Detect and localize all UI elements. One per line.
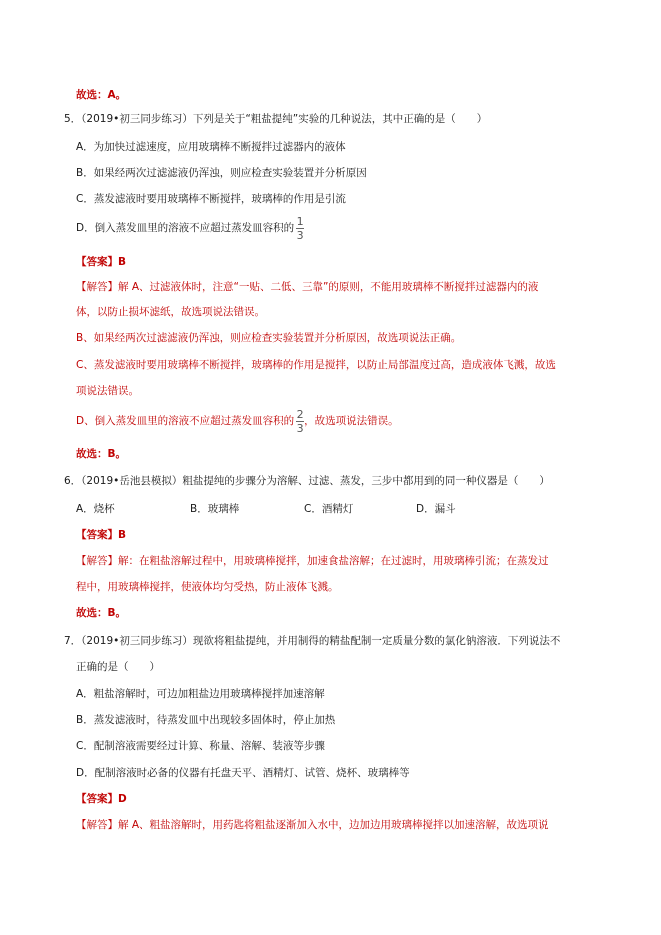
q7-stem-line2: 正确的是（ ） <box>76 661 160 673</box>
q5-stem: 5．（2019•初三同步练习）下列是关于“粗盐提纯”实验的几种说法，其中正确的是（ ） <box>64 113 488 125</box>
q6-option-a: A．烧杯 <box>76 503 115 515</box>
q5-option-b: B．如果经两次过滤滤液仍浑浊，则应检查实验装置并分析原因 <box>76 167 367 179</box>
q6-final-answer: 故选：B。 <box>76 607 127 619</box>
q7-option-c: C．配制溶液需要经过计算、称量、溶解、装液等步骤 <box>76 740 325 752</box>
q6-stem: 6．（2019•岳池县模拟）粗盐提纯的步骤分为溶解、过滤、蒸发，三步中都用到的同一种仪器是（ ） <box>64 475 550 487</box>
q4-final-answer: 故选：A。 <box>76 89 127 101</box>
q7-explanation-line1: 【解答】解 A、粗盐溶解时，用药匙将粗盐逐渐加入水中，边加边用玻璃棒搅拌以加速溶解，故选项说 <box>76 819 549 831</box>
q7-option-b: B．蒸发滤液时，待蒸发皿中出现较多固体时，停止加热 <box>76 714 336 726</box>
q5-option-a: A．为加快过滤速度，应用玻璃棒不断搅拌过滤器内的液体 <box>76 141 346 153</box>
q6-explanation-line2: 程中，用玻璃棒搅拌，使液体均匀受热，防止液体飞溅。 <box>76 581 339 593</box>
q5-option-d <box>76 214 304 242</box>
q6-explanation-line1: 【解答】解：在粗盐溶解过程中，用玻璃棒搅拌，加速食盐溶解；在过滤时，用玻璃棒引流；在蒸发过 <box>76 555 549 567</box>
q7-answer: 【答案】D <box>76 793 127 805</box>
q6-option-d: D．漏斗 <box>416 503 456 515</box>
q6-answer: 【答案】B <box>76 529 127 541</box>
q5-option-c: C．蒸发滤液时要用玻璃棒不断搅拌，玻璃棒的作用是引流 <box>76 193 346 205</box>
q5-explanation-c-line2: 项说法错误。 <box>76 385 139 397</box>
q7-option-d: D．配制溶液时必备的仪器有托盘天平、酒精灯、试管、烧杯、玻璃棒等 <box>76 767 410 779</box>
fraction-two-thirds: $\frac{2}{3}$ <box>296 407 304 435</box>
q7-stem-line1: 7．（2019•初三同步练习）现欲将粗盐提纯，并用制得的精盐配制一定质量分数的氯化钠溶液．下列说法不 <box>64 635 561 647</box>
fraction-one-third: $\frac{1}{3}$ <box>296 214 304 242</box>
q5-answer: 【答案】B <box>76 256 127 268</box>
q5-final-answer: 故选：B。 <box>76 448 127 460</box>
q5-explanation-b: B、如果经两次过滤滤液仍浑浊，则应检查实验装置并分析原因，故选项说法正确。 <box>76 332 462 344</box>
q6-option-c: C．酒精灯 <box>304 503 354 515</box>
q7-option-a: A．粗盐溶解时，可边加粗盐边用玻璃棒搅拌加速溶解 <box>76 688 325 700</box>
q5-explanation-d: D、倒入蒸发皿里的溶液不应超过蒸发皿容积的 $\frac{2}{3}$ ，故选项说法错误。 <box>76 407 399 435</box>
q5-option-d-text: D．倒入蒸发皿里的溶液不应超过蒸发皿容积的 <box>76 222 295 234</box>
q5-explanation-c-line1: C、蒸发滤液时要用玻璃棒不断搅拌，玻璃棒的作用是搅拌，以防止局部温度过高，造成液体飞溅，故选 <box>76 359 556 371</box>
q5-explanation-a-line1: 【解答】解 A、过滤液体时，注意“一贴、二低、三靠”的原则，不能用玻璃棒不断搅拌过滤器内的液 <box>76 281 539 293</box>
q5-explanation-a-line2: 体，以防止损坏滤纸，故选项说法错误。 <box>76 306 265 318</box>
q6-option-b: B．玻璃棒 <box>190 503 240 515</box>
